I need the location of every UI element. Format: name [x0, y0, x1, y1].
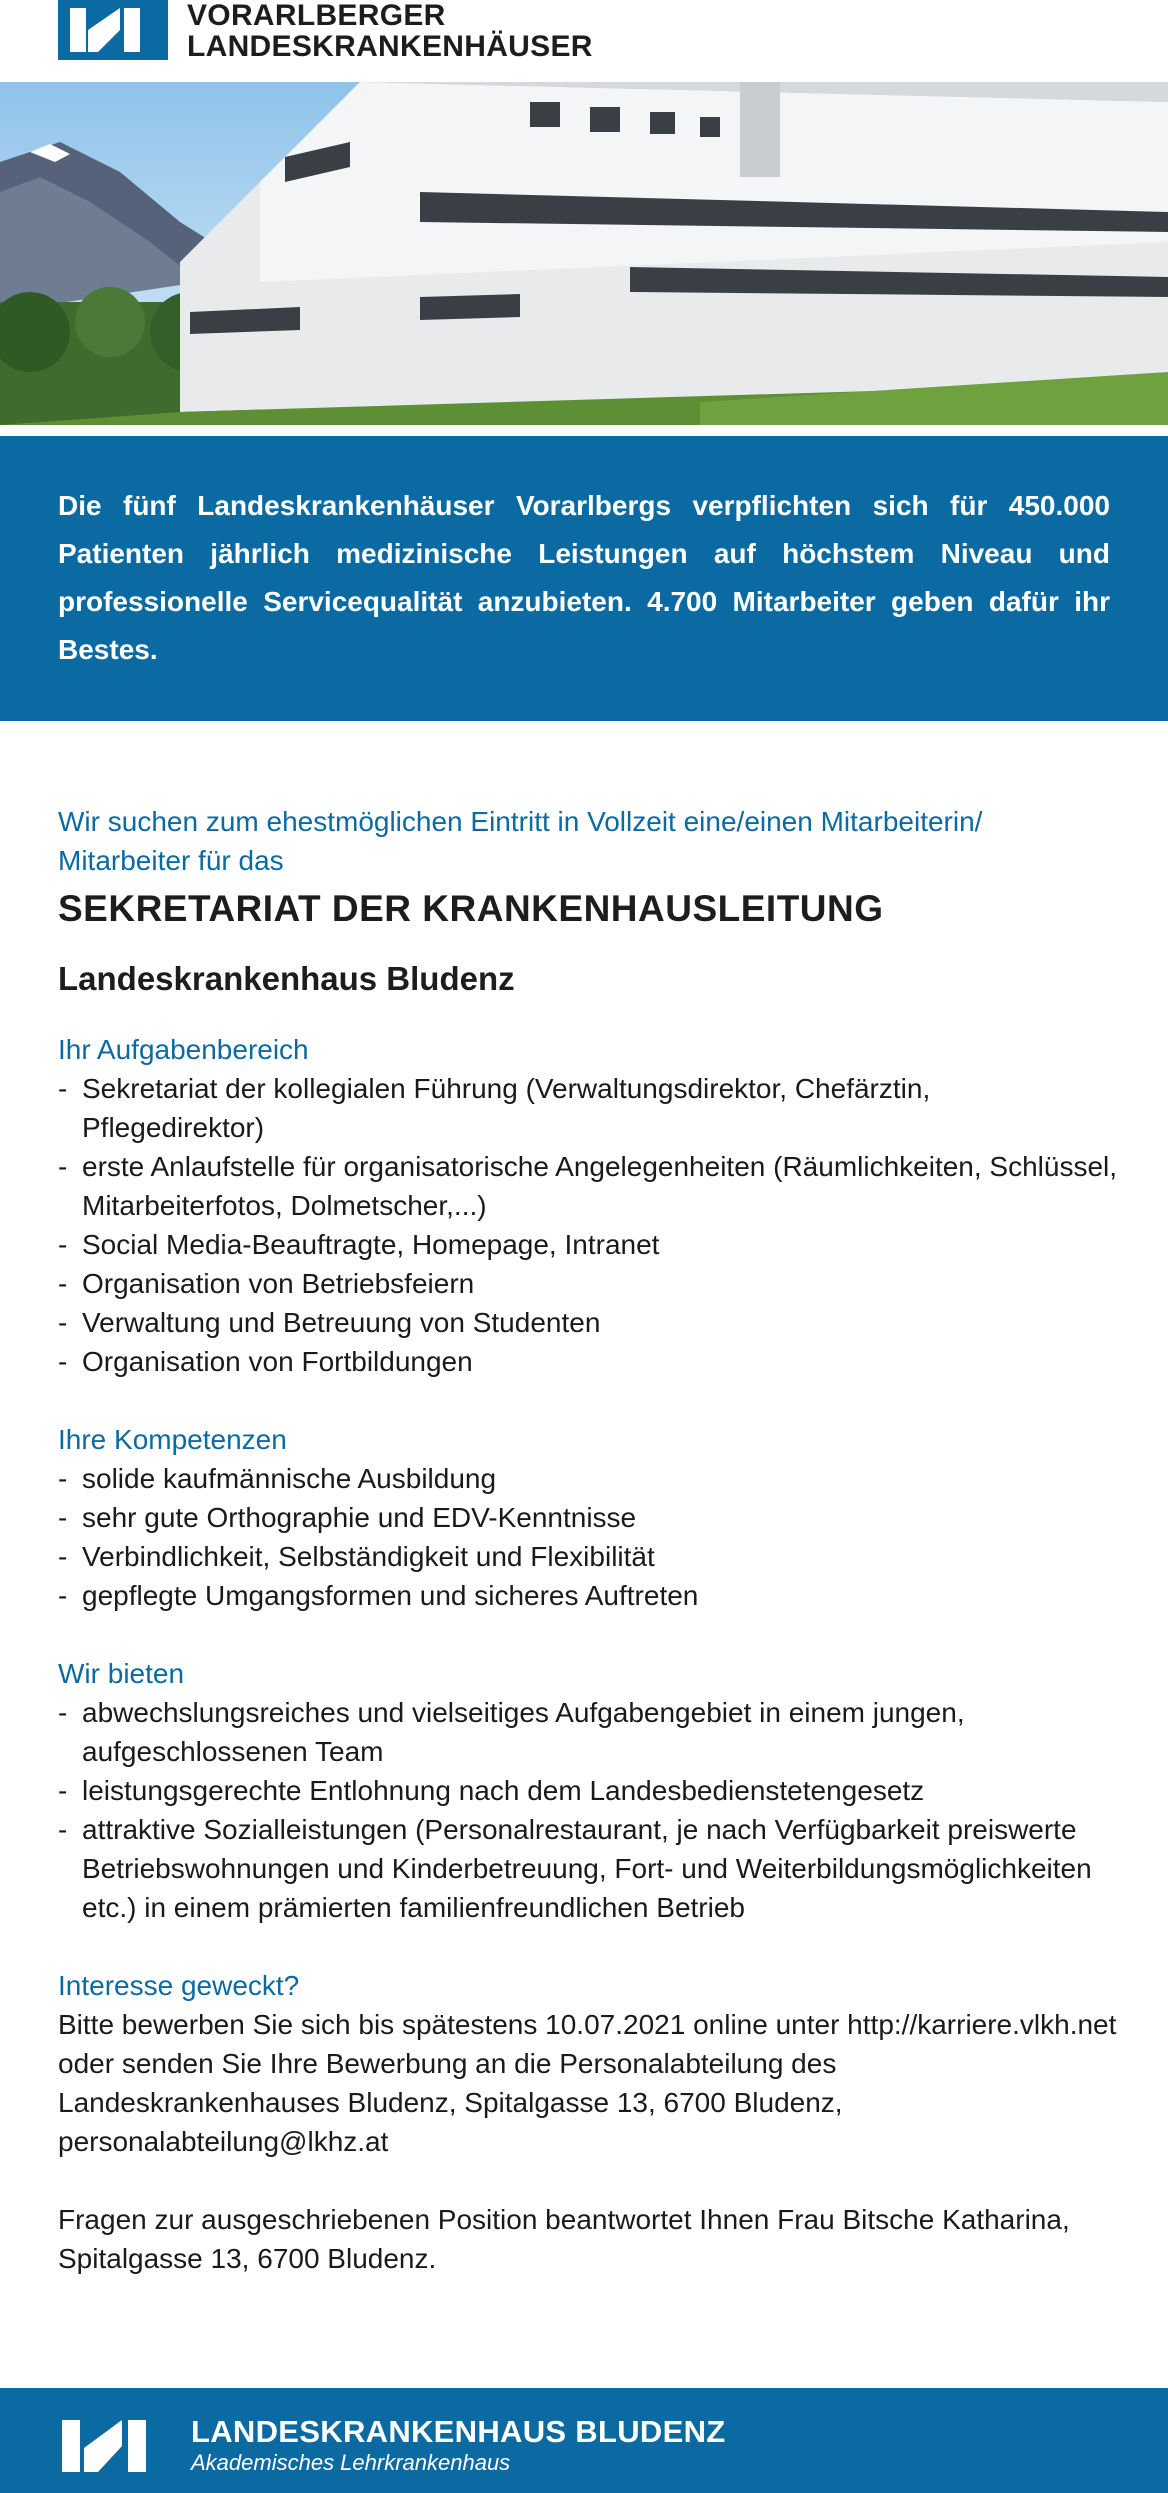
- intro-text: Die fünf Landeskrankenhäuser Vorarlbergs verpflichten sich für 450.000 Patienten jährlich medizinische Leistungen auf höchstem Niveau und professionelle Servicequalität anzubieten. 4.700 Mitarbeiter geben dafür ihr Bestes.: [58, 490, 1110, 665]
- contact-text: Fragen zur ausgeschriebenen Position beantwortet Ihnen Frau Bitsche Katharina, Spitalgasse 13, 6700 Bludenz.: [58, 2204, 1070, 2274]
- skills-heading: Ihre Kompetenzen: [58, 1424, 287, 1455]
- list-item: - Organisation von Betriebsfeiern: [58, 1264, 1118, 1303]
- tasks-heading: Ihr Aufgabenbereich: [58, 1034, 309, 1065]
- list-item: - attraktive Sozialleistungen (Personalrestaurant, je nach Verfügbarkeit preiswerte Betriebswohnungen und Kinderbetreuung, Fort- und Weiterbildungsmöglichkeiten etc.) in einem prämierten familienfreundlichen Betrieb: [58, 1810, 1118, 1927]
- tasks-list: [58, 1069, 1118, 1381]
- skills-list: [58, 1459, 1118, 1615]
- list-item: - sehr gute Orthographie und EDV-Kenntnisse: [58, 1498, 1118, 1537]
- footer: [0, 2388, 1168, 2493]
- footer-hospital-name: LANDESKRANKENHAUS BLUDENZ: [191, 2414, 726, 2449]
- list-item: - Organisation von Fortbildungen: [58, 1342, 1118, 1381]
- offer-list: [58, 1693, 1118, 1927]
- job-location: Landeskrankenhaus Bludenz: [58, 960, 515, 997]
- job-lead-line-2: Mitarbeiter für das: [58, 845, 284, 876]
- list-item: - Sekretariat der kollegialen Führung (Verwaltungsdirektor, Chefärztin, Pflegedirektor): [58, 1069, 1118, 1147]
- hospital-building-photo: [0, 82, 1168, 425]
- vlkh-logo-icon: [58, 0, 168, 60]
- job-posting: [58, 802, 1118, 2278]
- header: [0, 0, 1168, 80]
- lkh-logo-icon: [58, 2414, 176, 2478]
- logo-line-2: LANDESKRANKENHÄUSER: [187, 30, 593, 63]
- intro-banner: [0, 436, 1168, 721]
- list-item: - abwechslungsreiches und vielseitiges Aufgabengebiet in einem jungen, aufgeschlossenen Team: [58, 1693, 1118, 1771]
- list-item: - Social Media-Beauftragte, Homepage, Intranet: [58, 1225, 1118, 1264]
- list-item: - solide kaufmännische Ausbildung: [58, 1459, 1118, 1498]
- apply-heading: Interesse geweckt?: [58, 1970, 300, 2001]
- list-item: - Verwaltung und Betreuung von Studenten: [58, 1303, 1118, 1342]
- offer-heading: Wir bieten: [58, 1658, 185, 1689]
- logo-wordmark: [187, 0, 593, 62]
- list-item: - erste Anlaufstelle für organisatorische Angelegenheiten (Räumlichkeiten, Schlüssel, Mitarbeiterfotos, Dolmetscher,...): [58, 1147, 1118, 1225]
- list-item: - leistungsgerechte Entlohnung nach dem Landesbedienstetengesetz: [58, 1771, 1118, 1810]
- job-lead-line-1: Wir suchen zum ehestmöglichen Eintritt in Vollzeit eine/einen Mitarbeiterin/: [58, 806, 983, 837]
- footer-subtitle: Akademisches Lehrkrankenhaus: [191, 2450, 511, 2475]
- job-title: SEKRETARIAT DER KRANKENHAUSLEITUNG: [58, 888, 884, 929]
- apply-text: Bitte bewerben Sie sich bis spätestens 10.07.2021 online unter http://karriere.vlkh.net oder senden Sie Ihre Bewerbung an die Personalabteilung des Landeskrankenhauses Bludenz, Spitalgasse 13, 6700 Bludenz, personalabteilung@lkhz.at: [58, 2009, 1117, 2157]
- list-item: - Verbindlichkeit, Selbständigkeit und Flexibilität: [58, 1537, 1118, 1576]
- list-item: - gepflegte Umgangsformen und sicheres Auftreten: [58, 1576, 1118, 1615]
- logo-line-1: VORARLBERGER: [187, 0, 446, 32]
